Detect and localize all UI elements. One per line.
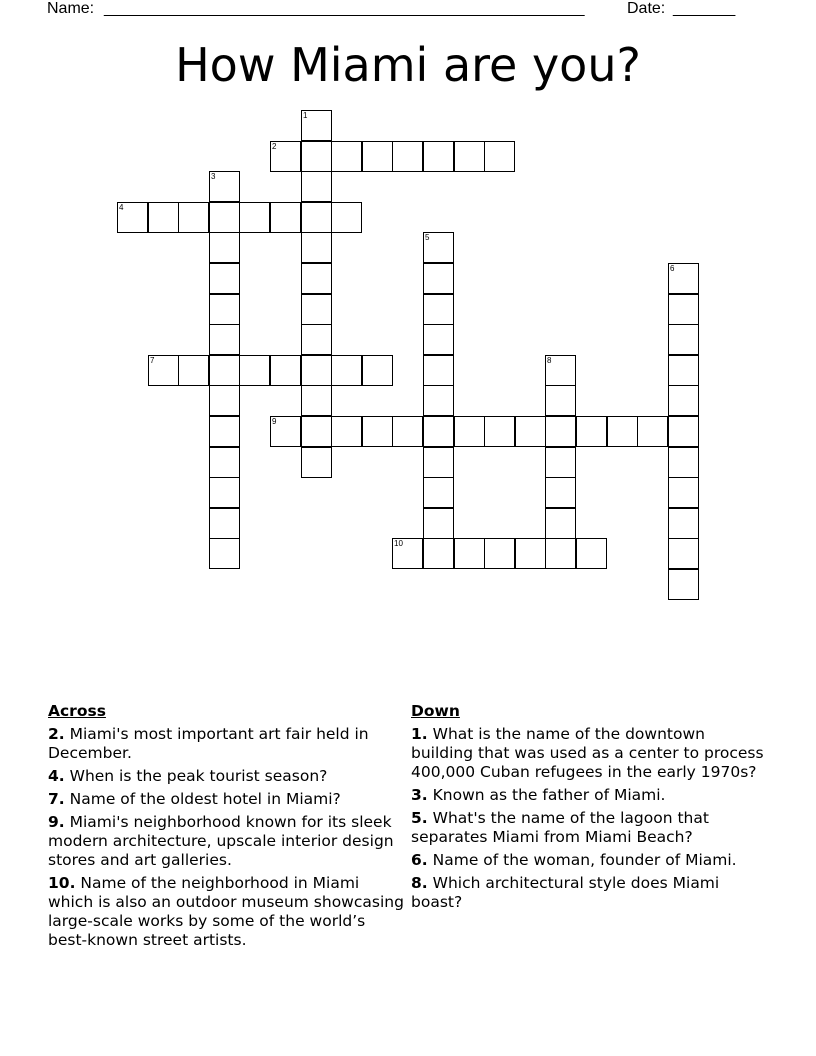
grid-cell[interactable] (301, 232, 332, 263)
clue-number: 4. (48, 767, 65, 785)
grid-cell[interactable] (423, 447, 454, 478)
clue-number: 1 (303, 111, 308, 120)
across-clue (48, 790, 408, 809)
clue-number: 2. (48, 725, 65, 743)
grid-cell[interactable] (148, 355, 179, 386)
grid-cell[interactable] (515, 416, 546, 447)
grid-cell[interactable] (301, 385, 332, 416)
grid-cell[interactable] (668, 416, 699, 447)
clue-number: 9 (272, 417, 277, 426)
grid-cell[interactable] (301, 294, 332, 325)
clue-number: 3. (411, 786, 428, 804)
grid-cell[interactable] (301, 110, 332, 141)
name-label: Name: (47, 0, 95, 17)
clue-number: 2 (272, 142, 277, 151)
grid-cell[interactable] (545, 385, 576, 416)
clue-text: Miami's most important art fair held in December. (48, 725, 369, 762)
grid-cell[interactable] (301, 324, 332, 355)
grid-cell[interactable] (209, 324, 240, 355)
grid-cell[interactable] (209, 232, 240, 263)
grid-cell[interactable] (301, 355, 332, 386)
grid-cell[interactable] (270, 355, 301, 386)
grid-cell[interactable] (454, 141, 485, 172)
grid-cell[interactable] (331, 355, 362, 386)
grid-cell[interactable] (301, 202, 332, 233)
down-clue (411, 809, 771, 847)
clue-number: 6. (411, 851, 428, 869)
grid-cell[interactable] (362, 355, 393, 386)
across-clue-list (48, 725, 408, 950)
grid-cell[interactable] (270, 141, 301, 172)
clue-text: Known as the father of Miami. (432, 786, 666, 804)
grid-cell[interactable] (576, 538, 607, 569)
clue-text: What's the name of the lagoon that separates Miami from Miami Beach? (411, 809, 709, 846)
grid-cell[interactable] (178, 202, 209, 233)
across-clues (48, 702, 408, 954)
grid-cell[interactable] (484, 416, 515, 447)
clue-number: 5. (411, 809, 428, 827)
grid-cell[interactable] (423, 538, 454, 569)
crossword-grid (117, 110, 717, 610)
grid-cell[interactable] (178, 355, 209, 386)
grid-cell[interactable] (301, 447, 332, 478)
grid-cell[interactable] (392, 141, 423, 172)
grid-cell[interactable] (423, 324, 454, 355)
grid-cell[interactable] (301, 416, 332, 447)
grid-cell[interactable] (209, 538, 240, 569)
grid-cell[interactable] (209, 263, 240, 294)
down-clue (411, 786, 771, 805)
clue-number: 6 (670, 264, 675, 273)
grid-cell[interactable] (668, 508, 699, 539)
grid-cell[interactable] (331, 141, 362, 172)
clue-text: When is the peak tourist season? (69, 767, 328, 785)
grid-cell[interactable] (423, 508, 454, 539)
clue-number: 7 (150, 356, 155, 365)
down-clue (411, 851, 771, 870)
grid-cell[interactable] (270, 416, 301, 447)
grid-cell[interactable] (331, 416, 362, 447)
clue-text: What is the name of the downtown building that was used as a center to process 400,000 Cuban refugees in the early 1970s? (411, 725, 764, 781)
down-clues (411, 702, 771, 916)
grid-cell[interactable] (545, 416, 576, 447)
grid-cell[interactable] (668, 294, 699, 325)
clue-text: Miami's neighborhood known for its sleek modern architecture, upscale interior design stores and art galleries. (48, 813, 394, 869)
grid-cell[interactable] (545, 355, 576, 386)
grid-cell[interactable] (209, 477, 240, 508)
grid-cell[interactable] (668, 385, 699, 416)
grid-cell[interactable] (668, 263, 699, 294)
across-clue (48, 874, 408, 950)
clue-number: 8. (411, 874, 428, 892)
grid-cell[interactable] (331, 202, 362, 233)
grid-cell[interactable] (239, 355, 270, 386)
date-field[interactable]: _______ (673, 0, 736, 17)
across-clue (48, 767, 408, 786)
grid-cell[interactable] (545, 508, 576, 539)
grid-cell[interactable] (454, 416, 485, 447)
down-clue (411, 725, 771, 782)
clue-number: 4 (119, 203, 124, 212)
grid-cell[interactable] (423, 232, 454, 263)
grid-cell[interactable] (392, 538, 423, 569)
grid-cell[interactable] (209, 355, 240, 386)
clue-number: 3 (211, 172, 216, 181)
clue-number: 10. (48, 874, 76, 892)
grid-cell[interactable] (423, 294, 454, 325)
grid-cell[interactable] (668, 569, 699, 600)
grid-cell[interactable] (301, 263, 332, 294)
clue-number: 10 (394, 539, 403, 548)
grid-cell[interactable] (209, 385, 240, 416)
across-heading: Across (48, 702, 106, 720)
grid-cell[interactable] (423, 385, 454, 416)
grid-cell[interactable] (668, 477, 699, 508)
clue-text: Which architectural style does Miami boast? (411, 874, 720, 911)
grid-cell[interactable] (209, 447, 240, 478)
grid-cell[interactable] (148, 202, 179, 233)
puzzle-title: How Miami are you? (175, 38, 641, 92)
grid-cell[interactable] (209, 416, 240, 447)
clue-text: Name of the woman, founder of Miami. (432, 851, 737, 869)
grid-cell[interactable] (209, 202, 240, 233)
grid-cell[interactable] (301, 171, 332, 202)
clue-number: 5 (425, 233, 430, 242)
grid-cell[interactable] (239, 202, 270, 233)
grid-cell[interactable] (362, 141, 393, 172)
grid-cell[interactable] (209, 171, 240, 202)
down-clue (411, 874, 771, 912)
grid-cell[interactable] (576, 416, 607, 447)
grid-cell[interactable] (423, 263, 454, 294)
grid-cell[interactable] (607, 416, 638, 447)
grid-cell[interactable] (423, 355, 454, 386)
clue-text: Name of the neighborhood in Miami which is also an outdoor museum showcasing large-scale works by some of the world’s best-known street artists. (48, 874, 404, 949)
across-clue (48, 813, 408, 870)
grid-cell[interactable] (545, 447, 576, 478)
down-clue-list (411, 725, 771, 912)
grid-cell[interactable] (668, 538, 699, 569)
clue-text: Name of the oldest hotel in Miami? (69, 790, 341, 808)
grid-cell[interactable] (454, 538, 485, 569)
grid-cell[interactable] (209, 508, 240, 539)
grid-cell[interactable] (362, 416, 393, 447)
grid-cell[interactable] (423, 141, 454, 172)
header (47, 0, 747, 20)
clue-number: 1. (411, 725, 428, 743)
grid-cell[interactable] (668, 447, 699, 478)
grid-cell[interactable] (301, 141, 332, 172)
grid-cell[interactable] (392, 416, 423, 447)
grid-cell[interactable] (515, 538, 546, 569)
grid-cell[interactable] (545, 477, 576, 508)
grid-cell[interactable] (423, 477, 454, 508)
clue-number: 8 (547, 356, 552, 365)
down-heading: Down (411, 702, 460, 720)
across-clue (48, 725, 408, 763)
grid-cell[interactable] (484, 141, 515, 172)
date-label: Date: (627, 0, 666, 17)
grid-cell[interactable] (209, 294, 240, 325)
grid-cell[interactable] (484, 538, 515, 569)
grid-cell[interactable] (545, 538, 576, 569)
clue-number: 7. (48, 790, 65, 808)
clue-number: 9. (48, 813, 65, 831)
grid-cell[interactable] (668, 355, 699, 386)
grid-cell[interactable] (668, 324, 699, 355)
grid-cell[interactable] (117, 202, 148, 233)
grid-cell[interactable] (270, 202, 301, 233)
name-field[interactable]: ______________________________________________________ (104, 0, 585, 17)
grid-cell[interactable] (423, 416, 454, 447)
grid-cell[interactable] (637, 416, 668, 447)
